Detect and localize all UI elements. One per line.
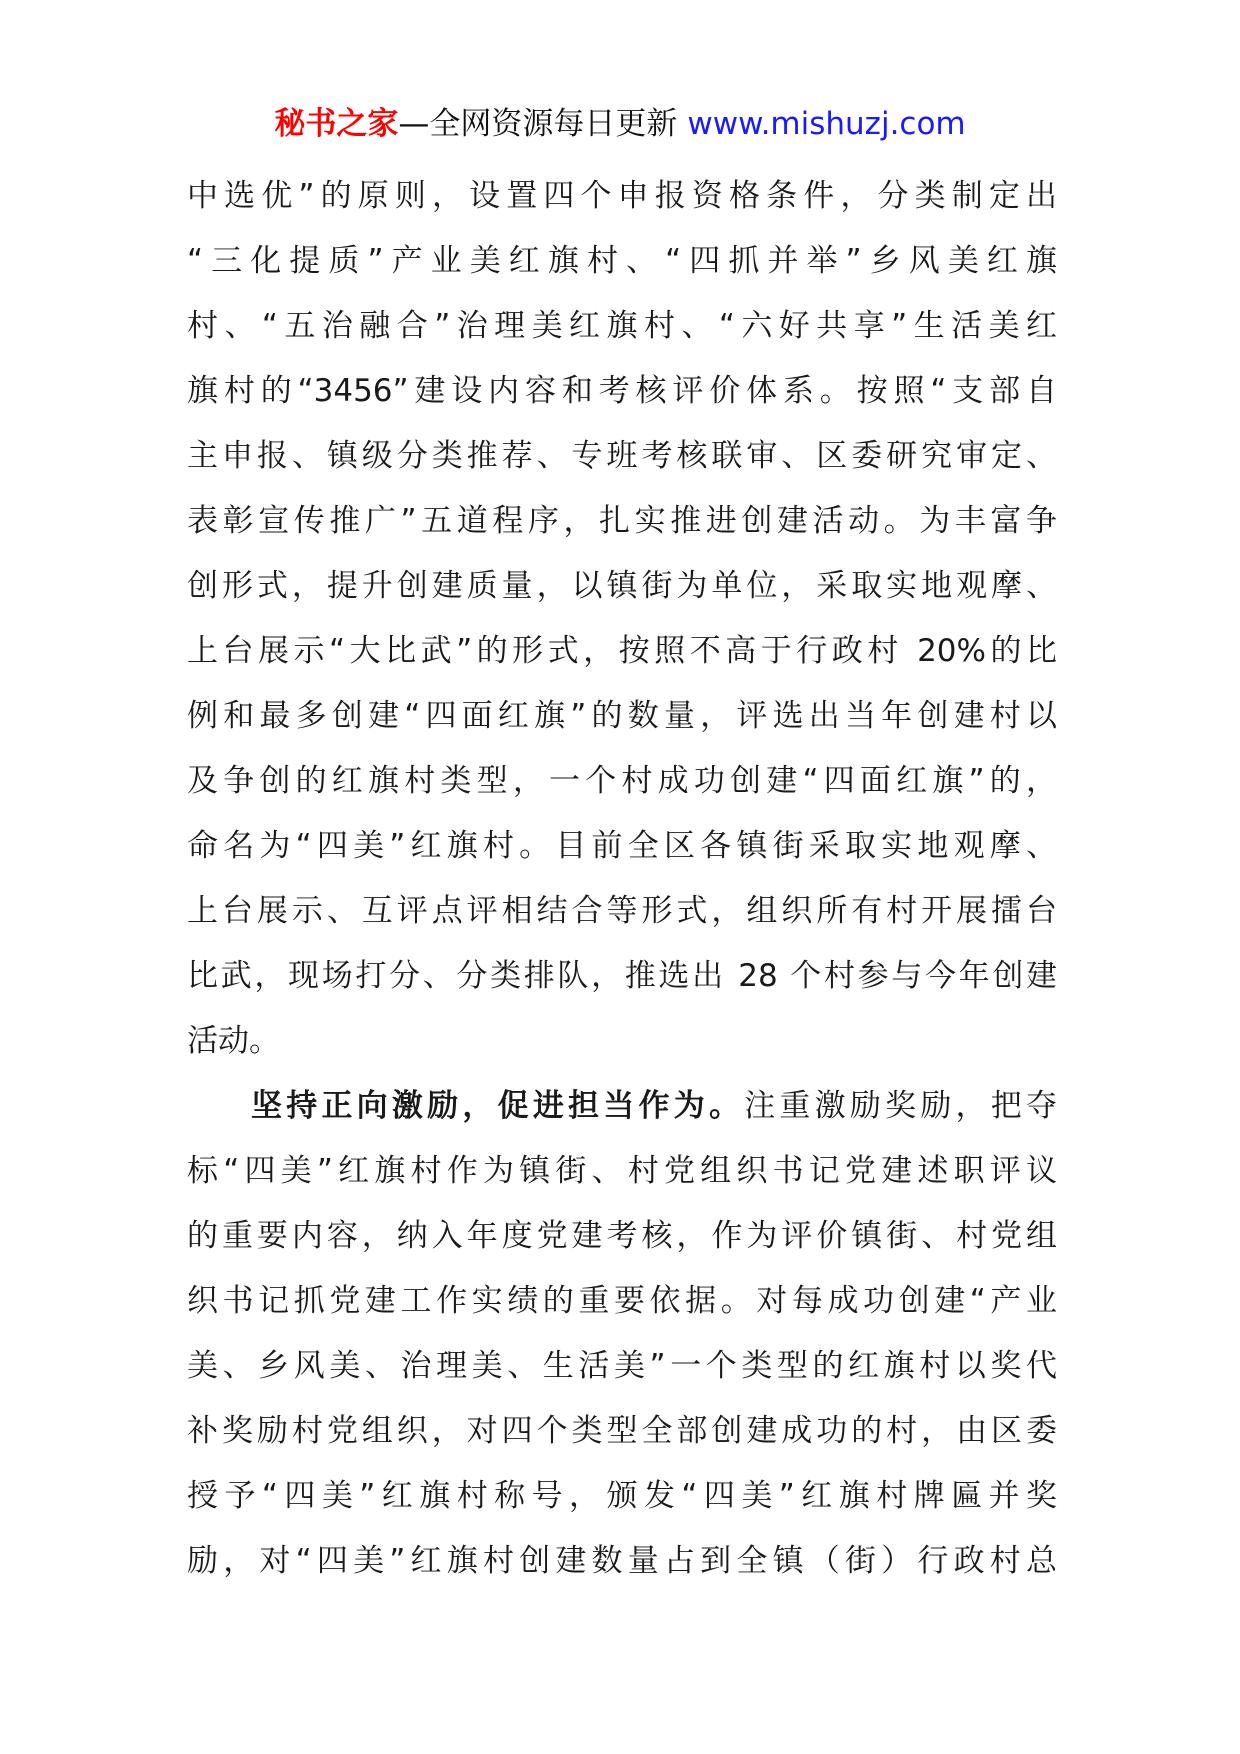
text-fragment: 注重激励奖励，把夺 <box>744 1088 1057 1124</box>
text-line: 的重要内容，纳入年度党建考核，作为评价镇街、村党组 <box>187 1218 1057 1254</box>
text-line: 授予“四美”红旗村称号，颁发“四美”红旗村牌匾并奖 <box>187 1478 1057 1514</box>
paragraph-1 <box>187 164 1057 1074</box>
text-line: 表彰宣传推广”五道程序，扎实推进创建活动。为丰富争 <box>187 503 1057 539</box>
text-line: 比武，现场打分、分类排队，推选出 28 个村参与今年创建 <box>187 958 1057 994</box>
text-line-first <box>187 1074 1057 1139</box>
text-line: 励，对“四美”红旗村创建数量占到全镇（街）行政村总 <box>187 1543 1057 1579</box>
text-line: 及争创的红旗村类型，一个村成功创建“四面红旗”的， <box>187 763 1057 799</box>
text-line: 命名为“四美”红旗村。目前全区各镇街采取实地观摩、 <box>187 828 1057 864</box>
text-line: “三化提质”产业美红旗村、“四抓并举”乡风美红旗 <box>187 243 1057 279</box>
text-line: 活动。 <box>187 1023 280 1059</box>
site-url-link[interactable]: www.mishuzj.com <box>687 106 966 142</box>
text-line: 织书记抓党建工作实绩的重要依据。对每成功创建“产业 <box>187 1283 1057 1319</box>
text-line: 例和最多创建“四面红旗”的数量，评选出当年创建村以 <box>187 698 1057 734</box>
text-line: 创形式，提升创建质量，以镇街为单位，采取实地观摩、 <box>187 568 1057 604</box>
text-line: 补奖励村党组织，对四个类型全部创建成功的村，由区委 <box>187 1413 1057 1449</box>
text-line: 旗村的“3456”建设内容和考核评价体系。按照“支部自 <box>187 373 1057 409</box>
text-line: 中选优”的原则，设置四个申报资格条件，分类制定出 <box>187 178 1057 214</box>
brand-name: 秘书之家 <box>274 106 399 142</box>
text-line: 上台展示“大比武”的形式，按照不高于行政村 20%的比 <box>187 633 1057 669</box>
text-line: 上台展示、互评点评相结合等形式，组织所有村开展擂台 <box>187 893 1057 929</box>
paragraph-2 <box>187 1074 1057 1594</box>
text-line: 美、乡风美、治理美、生活美”一个类型的红旗村以奖代 <box>187 1348 1057 1384</box>
text-line: 标“四美”红旗村作为镇街、村党组织书记党建述职评议 <box>187 1153 1057 1189</box>
site-header <box>0 100 1240 148</box>
header-tagline: —全网资源每日更新 <box>398 106 678 142</box>
paragraph-lead-heading: 坚持正向激励，促进担当作为。 <box>251 1088 745 1124</box>
text-line: 主申报、镇级分类推荐、专班考核联审、区委研究审定、 <box>187 438 1057 474</box>
text-line: 村、“五治融合”治理美红旗村、“六好共享”生活美红 <box>187 308 1057 344</box>
document-body <box>187 164 1057 1594</box>
